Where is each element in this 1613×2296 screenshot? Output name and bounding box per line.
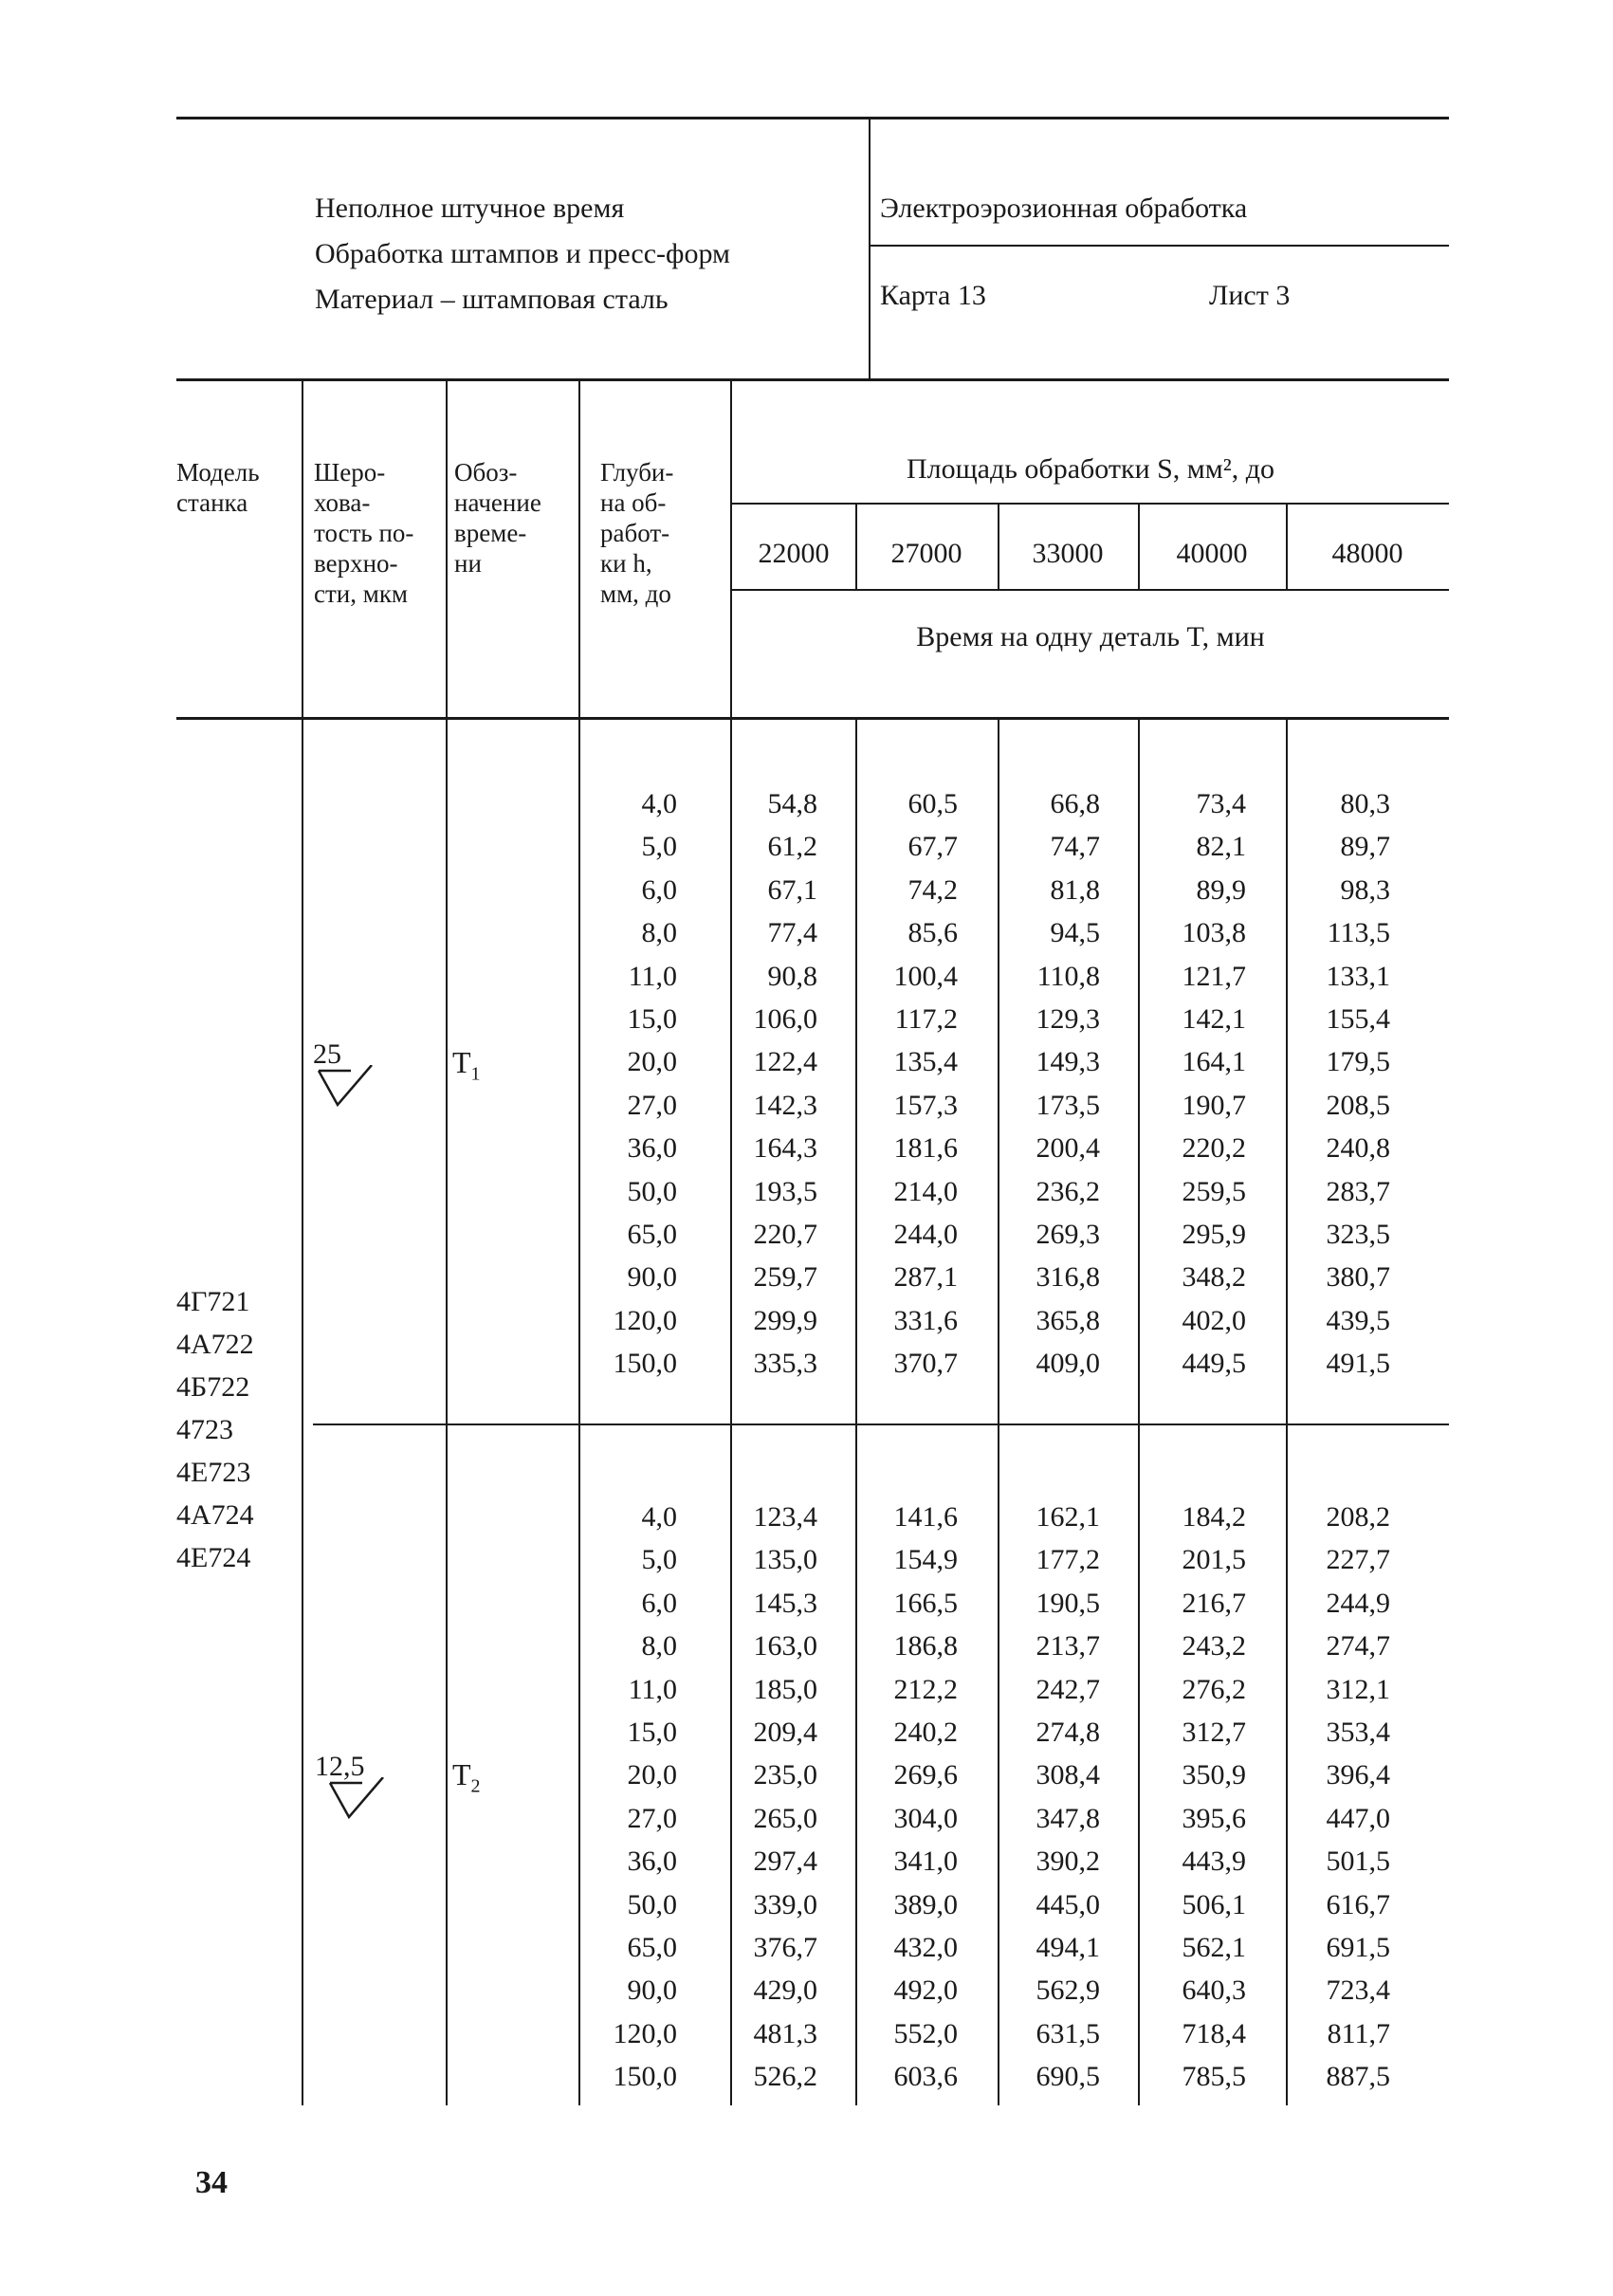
area-40000: 40000 bbox=[1176, 538, 1248, 569]
table-top-rule bbox=[176, 378, 1449, 381]
time-cell: 312,7 bbox=[1182, 1717, 1246, 1748]
time-cell: 389,0 bbox=[893, 1889, 958, 1920]
depth-cell: 20,0 bbox=[627, 1759, 677, 1791]
time-cell: 631,5 bbox=[1036, 2018, 1100, 2049]
time-cell: 259,7 bbox=[753, 1261, 817, 1293]
time-cell: 350,9 bbox=[1182, 1759, 1246, 1791]
depth-cell: 11,0 bbox=[628, 961, 677, 992]
model-item: 4Е723 bbox=[176, 1457, 251, 1488]
time-cell: 348,2 bbox=[1182, 1261, 1246, 1293]
time-cell: 365,8 bbox=[1036, 1305, 1100, 1336]
depth-cell: 50,0 bbox=[627, 1176, 677, 1207]
time-cell: 113,5 bbox=[1327, 917, 1390, 948]
model-item: 4Е724 bbox=[176, 1542, 251, 1573]
time-cell: 376,7 bbox=[753, 1932, 817, 1963]
vline-model bbox=[302, 380, 303, 2105]
time-cell: 785,5 bbox=[1182, 2061, 1246, 2092]
roughness-symbol-25 bbox=[313, 1038, 379, 1114]
vline-col3 bbox=[1138, 719, 1140, 2105]
time-cell: 142,3 bbox=[753, 1090, 817, 1121]
time-cell: 331,6 bbox=[893, 1305, 958, 1336]
depth-cell: 50,0 bbox=[627, 1889, 677, 1920]
time-cell: 283,7 bbox=[1326, 1176, 1390, 1207]
time-cell: 166,5 bbox=[893, 1588, 958, 1619]
time-cell: 193,5 bbox=[753, 1176, 817, 1207]
header-bottom-rule bbox=[176, 717, 1449, 720]
header-divider bbox=[869, 117, 871, 378]
time-cell: 269,3 bbox=[1036, 1219, 1100, 1250]
area-header: Площадь обработки S, мм², до bbox=[906, 453, 1275, 485]
time-cell: 110,8 bbox=[1036, 961, 1100, 992]
time-cell: 216,7 bbox=[1182, 1588, 1246, 1619]
time-cell: 154,9 bbox=[893, 1544, 958, 1575]
time-cell: 269,6 bbox=[893, 1759, 958, 1791]
depth-cell: 90,0 bbox=[627, 1261, 677, 1293]
time-cell: 122,4 bbox=[753, 1046, 817, 1077]
time-cell: 179,5 bbox=[1326, 1046, 1390, 1077]
time-cell: 443,9 bbox=[1182, 1846, 1246, 1877]
depth-cell: 27,0 bbox=[627, 1090, 677, 1121]
time-cell: 145,3 bbox=[753, 1588, 817, 1619]
time-cell: 94,5 bbox=[1050, 917, 1100, 948]
time-cell: 432,0 bbox=[893, 1932, 958, 1963]
depth-cell: 90,0 bbox=[627, 1975, 677, 2006]
section-separator bbox=[313, 1424, 1449, 1425]
time-cell: 163,0 bbox=[753, 1630, 817, 1662]
time-cell: 445,0 bbox=[1036, 1889, 1100, 1920]
time-designation-t2: $T_2$ bbox=[452, 1757, 481, 1797]
time-cell: 162,1 bbox=[1036, 1501, 1100, 1533]
time-cell: 494,1 bbox=[1036, 1932, 1100, 1963]
vline-col2 bbox=[998, 719, 999, 2105]
time-cell: 395,6 bbox=[1182, 1803, 1246, 1834]
time-cell: 135,4 bbox=[893, 1046, 958, 1077]
depth-cell: 8,0 bbox=[641, 1630, 677, 1662]
time-cell: 81,8 bbox=[1050, 874, 1100, 906]
vline-col4 bbox=[1286, 719, 1288, 2105]
time-cell: 220,2 bbox=[1182, 1132, 1246, 1164]
time-cell: 61,2 bbox=[767, 831, 817, 862]
time-cell: 177,2 bbox=[1036, 1544, 1100, 1575]
time-cell: 402,0 bbox=[1182, 1305, 1246, 1336]
time-cell: 236,2 bbox=[1036, 1176, 1100, 1207]
depth-cell: 6,0 bbox=[641, 874, 677, 906]
time-designation-t1: $T_1$ bbox=[452, 1045, 481, 1085]
time-cell: 90,8 bbox=[767, 961, 817, 992]
time-cell: 80,3 bbox=[1340, 788, 1390, 819]
time-cell: 481,3 bbox=[753, 2018, 817, 2049]
time-cell: 447,0 bbox=[1326, 1803, 1390, 1834]
time-cell: 135,0 bbox=[753, 1544, 817, 1575]
time-cell: 396,4 bbox=[1326, 1759, 1390, 1791]
time-cell: 100,4 bbox=[893, 961, 958, 992]
time-cell: 85,6 bbox=[907, 917, 958, 948]
time-cell: 491,5 bbox=[1326, 1348, 1390, 1379]
models-list bbox=[176, 1280, 300, 1579]
depth-cell: 120,0 bbox=[613, 2018, 677, 2049]
time-cell: 492,0 bbox=[893, 1975, 958, 2006]
time-cell: 214,0 bbox=[893, 1176, 958, 1207]
time-cell: 200,4 bbox=[1036, 1132, 1100, 1164]
area-48000: 48000 bbox=[1331, 538, 1403, 569]
time-cell: 501,5 bbox=[1326, 1846, 1390, 1877]
depth-cell: 5,0 bbox=[641, 1544, 677, 1575]
time-cell: 181,6 bbox=[893, 1132, 958, 1164]
time-cell: 506,1 bbox=[1182, 1889, 1246, 1920]
time-cell: 304,0 bbox=[893, 1803, 958, 1834]
time-cell: 287,1 bbox=[893, 1261, 958, 1293]
time-cell: 690,5 bbox=[1036, 2061, 1100, 2092]
time-cell: 164,3 bbox=[753, 1132, 817, 1164]
hdr-vline-4 bbox=[1286, 505, 1288, 589]
process-title: Электроэрозионная обработка bbox=[880, 193, 1248, 224]
time-cell: 67,1 bbox=[767, 874, 817, 906]
depth-cell: 150,0 bbox=[613, 1348, 677, 1379]
depth-cell: 36,0 bbox=[627, 1846, 677, 1877]
header-line-2: Обработка штампов и пресс-форм bbox=[315, 238, 731, 269]
depth-cell: 11,0 bbox=[628, 1674, 677, 1705]
vline-roughness bbox=[446, 380, 448, 2105]
time-cell: 227,7 bbox=[1326, 1544, 1390, 1575]
time-cell: 603,6 bbox=[893, 2061, 958, 2092]
time-cell: 244,0 bbox=[893, 1219, 958, 1250]
time-cell: 390,2 bbox=[1036, 1846, 1100, 1877]
designation-header: Обоз- начение време- ни bbox=[454, 458, 541, 578]
roughness-header: Шеро- хова- тость по- верхно- сти, мкм bbox=[314, 458, 414, 608]
sheet-number: Лист 3 bbox=[1209, 280, 1291, 311]
area-33000: 33000 bbox=[1032, 538, 1104, 569]
vline-depth bbox=[730, 380, 732, 2105]
time-cell: 164,1 bbox=[1182, 1046, 1246, 1077]
card-number: Карта 13 bbox=[880, 280, 986, 311]
area-values-rule bbox=[732, 589, 1449, 591]
time-cell: 98,3 bbox=[1340, 874, 1390, 906]
time-cell: 129,3 bbox=[1036, 1003, 1100, 1035]
time-cell: 74,2 bbox=[907, 874, 958, 906]
time-cell: 186,8 bbox=[893, 1630, 958, 1662]
time-cell: 149,3 bbox=[1036, 1046, 1100, 1077]
time-cell: 209,4 bbox=[753, 1717, 817, 1748]
time-cell: 213,7 bbox=[1036, 1630, 1100, 1662]
time-cell: 240,8 bbox=[1326, 1132, 1390, 1164]
page-number: 34 bbox=[195, 2165, 228, 2200]
time-cell: 212,2 bbox=[893, 1674, 958, 1705]
time-cell: 316,8 bbox=[1036, 1261, 1100, 1293]
time-cell: 265,0 bbox=[753, 1803, 817, 1834]
time-cell: 77,4 bbox=[767, 917, 817, 948]
time-cell: 235,0 bbox=[753, 1759, 817, 1791]
depth-cell: 20,0 bbox=[627, 1046, 677, 1077]
time-cell: 240,2 bbox=[893, 1717, 958, 1748]
roughness-value: 25 bbox=[313, 1038, 341, 1070]
time-cell: 201,5 bbox=[1182, 1544, 1246, 1575]
time-cell: 89,7 bbox=[1340, 831, 1390, 862]
time-cell: 190,7 bbox=[1182, 1090, 1246, 1121]
depth-cell: 27,0 bbox=[627, 1803, 677, 1834]
time-cell: 297,4 bbox=[753, 1846, 817, 1877]
time-cell: 429,0 bbox=[753, 1975, 817, 2006]
time-cell: 449,5 bbox=[1182, 1348, 1246, 1379]
time-cell: 347,8 bbox=[1036, 1803, 1100, 1834]
model-item: 4А724 bbox=[176, 1499, 254, 1531]
time-cell: 208,5 bbox=[1326, 1090, 1390, 1121]
area-rule bbox=[732, 503, 1449, 505]
depth-cell: 120,0 bbox=[613, 1305, 677, 1336]
time-cell: 370,7 bbox=[893, 1348, 958, 1379]
top-rule bbox=[176, 117, 1449, 119]
time-cell: 299,9 bbox=[753, 1305, 817, 1336]
time-cell: 439,5 bbox=[1326, 1305, 1390, 1336]
time-cell: 89,9 bbox=[1196, 874, 1246, 906]
time-cell: 73,4 bbox=[1196, 788, 1246, 819]
depth-cell: 4,0 bbox=[641, 788, 677, 819]
header-line-1: Неполное штучное время bbox=[315, 193, 625, 224]
depth-cell: 15,0 bbox=[627, 1003, 677, 1035]
time-cell: 243,2 bbox=[1182, 1630, 1246, 1662]
depth-cell: 36,0 bbox=[627, 1132, 677, 1164]
time-cell: 616,7 bbox=[1326, 1889, 1390, 1920]
roughness-symbol-12-5 bbox=[313, 1751, 389, 1827]
time-cell: 184,2 bbox=[1182, 1501, 1246, 1533]
hdr-vline-3 bbox=[1138, 505, 1140, 589]
area-27000: 27000 bbox=[890, 538, 962, 569]
time-cell: 562,9 bbox=[1036, 1975, 1100, 2006]
depth-cell: 65,0 bbox=[627, 1219, 677, 1250]
depth-cell: 6,0 bbox=[641, 1588, 677, 1619]
model-item: 4А722 bbox=[176, 1329, 254, 1360]
time-cell: 718,4 bbox=[1182, 2018, 1246, 2049]
roughness-triangle-icon bbox=[313, 1065, 376, 1109]
time-cell: 323,5 bbox=[1326, 1219, 1390, 1250]
time-cell: 811,7 bbox=[1327, 2018, 1390, 2049]
time-cell: 185,0 bbox=[753, 1674, 817, 1705]
time-cell: 141,6 bbox=[893, 1501, 958, 1533]
header-right-rule bbox=[871, 245, 1449, 247]
time-cell: 380,7 bbox=[1326, 1261, 1390, 1293]
time-cell: 409,0 bbox=[1036, 1348, 1100, 1379]
time-cell: 133,1 bbox=[1326, 961, 1390, 992]
model-item: 4Б722 bbox=[176, 1371, 250, 1403]
time-cell: 157,3 bbox=[893, 1090, 958, 1121]
header-left-block bbox=[315, 186, 730, 322]
time-cell: 103,8 bbox=[1182, 917, 1246, 948]
time-cell: 220,7 bbox=[753, 1219, 817, 1250]
vline-designation bbox=[578, 380, 580, 2105]
time-cell: 308,4 bbox=[1036, 1759, 1100, 1791]
time-cell: 274,7 bbox=[1326, 1630, 1390, 1662]
time-cell: 60,5 bbox=[907, 788, 958, 819]
time-cell: 691,5 bbox=[1326, 1932, 1390, 1963]
time-cell: 562,1 bbox=[1182, 1932, 1246, 1963]
time-cell: 887,5 bbox=[1326, 2061, 1390, 2092]
time-cell: 552,0 bbox=[893, 2018, 958, 2049]
time-cell: 295,9 bbox=[1182, 1219, 1246, 1250]
time-cell: 335,3 bbox=[753, 1348, 817, 1379]
depth-header: Глуби- на об- работ- ки h, мм, до bbox=[600, 458, 674, 608]
time-cell: 339,0 bbox=[753, 1889, 817, 1920]
time-cell: 66,8 bbox=[1050, 788, 1100, 819]
time-cell: 190,5 bbox=[1036, 1588, 1100, 1619]
model-item: 4Г721 bbox=[176, 1286, 250, 1317]
time-cell: 54,8 bbox=[767, 788, 817, 819]
model-item: 4723 bbox=[176, 1414, 233, 1445]
time-cell: 121,7 bbox=[1182, 961, 1246, 992]
depth-cell: 15,0 bbox=[627, 1717, 677, 1748]
time-cell: 242,7 bbox=[1036, 1674, 1100, 1705]
model-header: Модель станка bbox=[176, 458, 260, 517]
time-cell: 244,9 bbox=[1326, 1588, 1390, 1619]
time-cell: 353,4 bbox=[1326, 1717, 1390, 1748]
depth-cell: 4,0 bbox=[641, 1501, 677, 1533]
header-line-3: Материал – штамповая сталь bbox=[315, 284, 669, 315]
hdr-vline-1 bbox=[855, 505, 857, 589]
time-cell: 117,2 bbox=[894, 1003, 958, 1035]
time-cell: 67,7 bbox=[907, 831, 958, 862]
roughness-value: 12,5 bbox=[315, 1751, 365, 1782]
time-cell: 142,1 bbox=[1182, 1003, 1246, 1035]
roughness-triangle-icon bbox=[324, 1777, 387, 1821]
hdr-vline-2 bbox=[998, 505, 999, 589]
time-cell: 123,4 bbox=[753, 1501, 817, 1533]
time-cell: 259,5 bbox=[1182, 1176, 1246, 1207]
time-header: Время на одну деталь T, мин bbox=[916, 621, 1265, 652]
time-cell: 74,7 bbox=[1050, 831, 1100, 862]
time-cell: 106,0 bbox=[753, 1003, 817, 1035]
time-cell: 274,8 bbox=[1036, 1717, 1100, 1748]
time-cell: 640,3 bbox=[1182, 1975, 1246, 2006]
depth-cell: 150,0 bbox=[613, 2061, 677, 2092]
time-cell: 208,2 bbox=[1326, 1501, 1390, 1533]
time-cell: 82,1 bbox=[1196, 831, 1246, 862]
depth-cell: 5,0 bbox=[641, 831, 677, 862]
time-cell: 723,4 bbox=[1326, 1975, 1390, 2006]
area-22000: 22000 bbox=[758, 538, 830, 569]
time-cell: 526,2 bbox=[753, 2061, 817, 2092]
depth-cell: 65,0 bbox=[627, 1932, 677, 1963]
time-cell: 173,5 bbox=[1036, 1090, 1100, 1121]
time-cell: 276,2 bbox=[1182, 1674, 1246, 1705]
vline-col1 bbox=[855, 719, 857, 2105]
time-cell: 341,0 bbox=[893, 1846, 958, 1877]
time-cell: 155,4 bbox=[1326, 1003, 1390, 1035]
time-cell: 312,1 bbox=[1326, 1674, 1390, 1705]
depth-cell: 8,0 bbox=[641, 917, 677, 948]
